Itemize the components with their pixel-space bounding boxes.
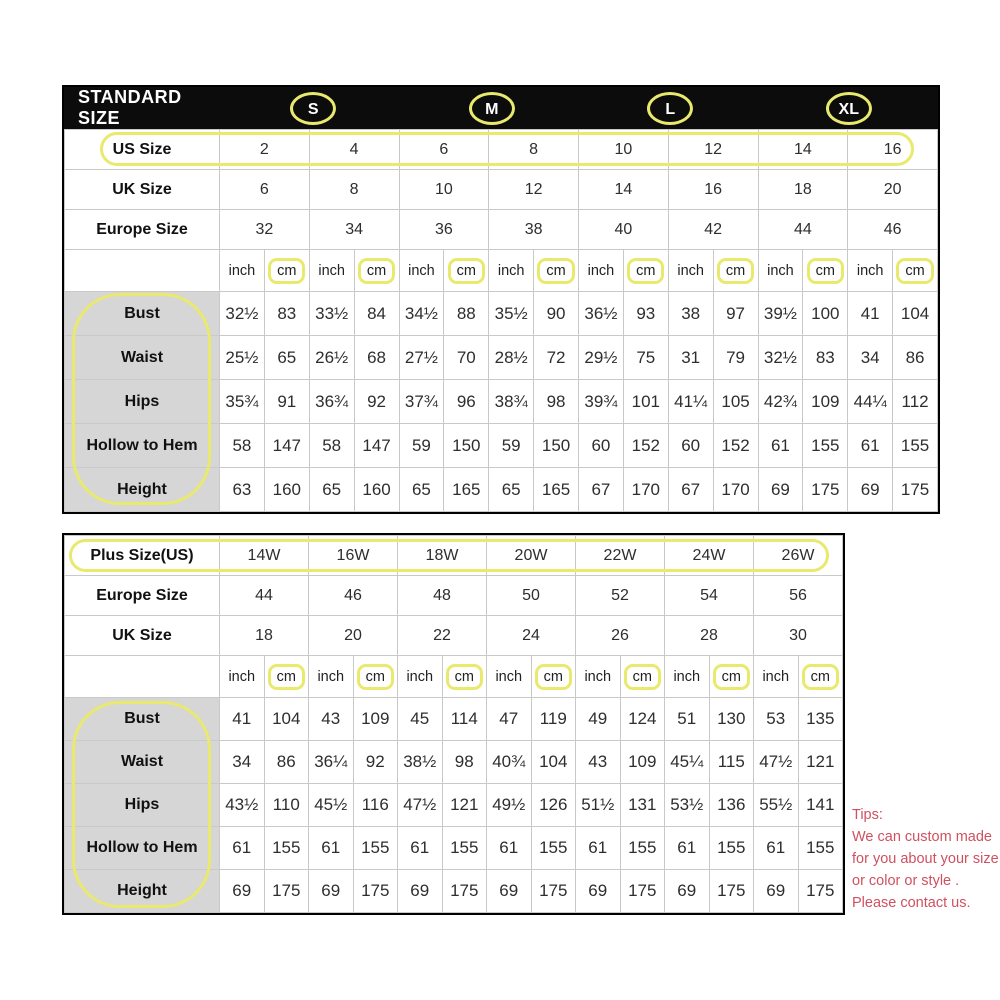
cm-value-cell: 152: [713, 424, 758, 468]
inch-label: inch: [579, 250, 624, 292]
size-value-cell: 2: [220, 130, 310, 170]
inch-value-cell: 39¾: [579, 380, 624, 424]
cm-value-cell: 165: [534, 468, 579, 512]
size-group-cell: [760, 92, 939, 125]
inch-value-cell: 49: [576, 698, 621, 741]
cm-value-cell: 109: [803, 380, 848, 424]
row-label: Europe Size: [65, 210, 220, 250]
cm-highlight-box: cm: [446, 664, 483, 690]
cm-value-cell: 114: [442, 698, 487, 741]
inch-label: inch: [220, 656, 265, 698]
cm-value-cell: 121: [798, 741, 843, 784]
inch-value-cell: 36¾: [309, 380, 354, 424]
inch-value-cell: 61: [309, 827, 354, 870]
size-value-cell: 20: [848, 170, 938, 210]
cm-value-cell: 155: [709, 827, 754, 870]
inch-value-cell: 58: [220, 424, 265, 468]
cm-label-cell: [620, 656, 665, 698]
size-value-cell: 30: [754, 616, 843, 656]
size-value-cell: 18: [220, 616, 309, 656]
cm-label-cell: [893, 250, 938, 292]
measure-label: Waist: [65, 741, 220, 784]
size-value-cell: 46: [848, 210, 938, 250]
cm-highlight-box: cm: [896, 258, 933, 284]
inch-label: inch: [668, 250, 713, 292]
inch-label: inch: [758, 250, 803, 292]
inch-value-cell: 55½: [754, 784, 799, 827]
cm-value-cell: 141: [798, 784, 843, 827]
cm-value-cell: 175: [798, 870, 843, 913]
cm-value-cell: 135: [798, 698, 843, 741]
cm-value-cell: 86: [893, 336, 938, 380]
row-label-empty: [65, 250, 220, 292]
measure-label: Bust: [65, 292, 220, 336]
measure-label: Bust: [65, 698, 220, 741]
cm-value-cell: 121: [442, 784, 487, 827]
tips-line: or color or style .: [852, 873, 960, 889]
size-value-cell: 14: [758, 130, 848, 170]
size-group-cell: [581, 92, 760, 125]
size-value-cell: 54: [665, 576, 754, 616]
cm-value-cell: 124: [620, 698, 665, 741]
inch-value-cell: 69: [487, 870, 532, 913]
measure-row: [65, 784, 843, 827]
cm-value-cell: 155: [893, 424, 938, 468]
size-value-cell: 14: [579, 170, 669, 210]
size-group-cell: [224, 92, 403, 125]
inch-value-cell: 65: [309, 468, 354, 512]
standard-size-table: [62, 85, 940, 514]
inch-value-cell: 51½: [576, 784, 621, 827]
cm-value-cell: 136: [709, 784, 754, 827]
size-value-cell: 16: [668, 170, 758, 210]
standard-size-grid: [64, 129, 938, 512]
inch-value-cell: 42¾: [758, 380, 803, 424]
cm-value-cell: 130: [709, 698, 754, 741]
cm-value-cell: 150: [534, 424, 579, 468]
cm-highlight-box: cm: [535, 664, 572, 690]
inch-value-cell: 69: [220, 870, 265, 913]
size-value-cell: 10: [579, 130, 669, 170]
inch-value-cell: 65: [489, 468, 534, 512]
inch-value-cell: 39½: [758, 292, 803, 336]
cm-value-cell: 170: [623, 468, 668, 512]
measure-label: Waist: [65, 336, 220, 380]
size-value-cell: 16: [848, 130, 938, 170]
cm-value-cell: 104: [531, 741, 576, 784]
cm-label-cell: [444, 250, 489, 292]
size-value-cell: 16W: [309, 536, 398, 576]
cm-value-cell: 98: [442, 741, 487, 784]
inch-value-cell: 31: [668, 336, 713, 380]
measure-row: [65, 336, 938, 380]
inch-value-cell: 43: [309, 698, 354, 741]
cm-highlight-box: cm: [448, 258, 485, 284]
cm-label-cell: [264, 656, 309, 698]
size-value-cell: 26W: [754, 536, 843, 576]
inch-label: inch: [848, 250, 893, 292]
inch-value-cell: 61: [576, 827, 621, 870]
cm-value-cell: 104: [893, 292, 938, 336]
cm-value-cell: 155: [798, 827, 843, 870]
size-value-cell: 8: [489, 130, 579, 170]
cm-value-cell: 155: [353, 827, 398, 870]
inch-value-cell: 47: [487, 698, 532, 741]
cm-value-cell: 112: [893, 380, 938, 424]
size-value-cell: 8: [309, 170, 399, 210]
inch-value-cell: 69: [665, 870, 710, 913]
inch-value-cell: 41: [220, 698, 265, 741]
cm-value-cell: 104: [264, 698, 309, 741]
cm-value-cell: 152: [623, 424, 668, 468]
cm-label-cell: [442, 656, 487, 698]
inch-value-cell: 53½: [665, 784, 710, 827]
cm-value-cell: 155: [442, 827, 487, 870]
inch-value-cell: 69: [309, 870, 354, 913]
inch-value-cell: 69: [848, 468, 893, 512]
tips-note: [852, 804, 1000, 914]
tips-line: for you about your size: [852, 851, 999, 867]
inch-label: inch: [665, 656, 710, 698]
measure-label: Hips: [65, 380, 220, 424]
size-value-cell: 52: [576, 576, 665, 616]
tips-title: Tips:: [852, 807, 883, 823]
cm-value-cell: 84: [354, 292, 399, 336]
size-row: [65, 616, 843, 656]
measure-label: Hollow to Hem: [65, 827, 220, 870]
inch-value-cell: 51: [665, 698, 710, 741]
inch-value-cell: 38: [668, 292, 713, 336]
inch-label: inch: [309, 656, 354, 698]
cm-value-cell: 160: [264, 468, 309, 512]
size-value-cell: 48: [398, 576, 487, 616]
size-value-cell: 46: [309, 576, 398, 616]
size-value-cell: 26: [576, 616, 665, 656]
cm-value-cell: 175: [803, 468, 848, 512]
measure-label: Hips: [65, 784, 220, 827]
cm-value-cell: 79: [713, 336, 758, 380]
cm-value-cell: 97: [713, 292, 758, 336]
cm-value-cell: 110: [264, 784, 309, 827]
cm-value-cell: 100: [803, 292, 848, 336]
cm-value-cell: 175: [353, 870, 398, 913]
cm-highlight-box: cm: [537, 258, 574, 284]
inch-label: inch: [309, 250, 354, 292]
inch-value-cell: 38¾: [489, 380, 534, 424]
size-group-ellipse: S: [290, 92, 336, 125]
cm-value-cell: 83: [264, 292, 309, 336]
size-value-cell: 44: [758, 210, 848, 250]
inch-value-cell: 59: [489, 424, 534, 468]
inch-label: inch: [399, 250, 444, 292]
inch-value-cell: 45½: [309, 784, 354, 827]
cm-value-cell: 119: [531, 698, 576, 741]
cm-value-cell: 175: [709, 870, 754, 913]
measure-label: Height: [65, 870, 220, 913]
size-value-cell: 24W: [665, 536, 754, 576]
measure-label: Height: [65, 468, 220, 512]
cm-value-cell: 86: [264, 741, 309, 784]
cm-value-cell: 72: [534, 336, 579, 380]
cm-value-cell: 131: [620, 784, 665, 827]
plus-size-grid: [64, 535, 843, 913]
cm-value-cell: 96: [444, 380, 489, 424]
cm-label-cell: [531, 656, 576, 698]
measure-row: [65, 698, 843, 741]
size-value-cell: 18: [758, 170, 848, 210]
cm-value-cell: 175: [442, 870, 487, 913]
tips-line: Please contact us.: [852, 895, 971, 911]
cm-highlight-box: cm: [358, 258, 395, 284]
cm-value-cell: 175: [264, 870, 309, 913]
size-value-cell: 56: [754, 576, 843, 616]
size-group-ellipse: XL: [826, 92, 872, 125]
size-row: [65, 170, 938, 210]
cm-label-cell: [353, 656, 398, 698]
inch-value-cell: 26½: [309, 336, 354, 380]
row-label: Europe Size: [65, 576, 220, 616]
inch-value-cell: 43: [576, 741, 621, 784]
cm-value-cell: 115: [709, 741, 754, 784]
inch-value-cell: 27½: [399, 336, 444, 380]
inch-value-cell: 33½: [309, 292, 354, 336]
inch-value-cell: 45: [398, 698, 443, 741]
size-value-cell: 14W: [220, 536, 309, 576]
inch-value-cell: 53: [754, 698, 799, 741]
inch-value-cell: 29½: [579, 336, 624, 380]
inch-value-cell: 34: [848, 336, 893, 380]
inch-value-cell: 60: [668, 424, 713, 468]
inch-value-cell: 69: [758, 468, 803, 512]
measure-label: Hollow to Hem: [65, 424, 220, 468]
size-row: [65, 210, 938, 250]
cm-value-cell: 70: [444, 336, 489, 380]
size-row: [65, 576, 843, 616]
cm-highlight-box: cm: [802, 664, 839, 690]
measure-row: [65, 827, 843, 870]
cm-value-cell: 90: [534, 292, 579, 336]
size-value-cell: 32: [220, 210, 310, 250]
inch-label: inch: [487, 656, 532, 698]
cm-value-cell: 109: [620, 741, 665, 784]
cm-label-cell: [803, 250, 848, 292]
inch-value-cell: 63: [220, 468, 265, 512]
inch-value-cell: 25½: [220, 336, 265, 380]
inch-value-cell: 35¾: [220, 380, 265, 424]
inch-value-cell: 34½: [399, 292, 444, 336]
inch-value-cell: 47½: [398, 784, 443, 827]
measure-row: [65, 870, 843, 913]
size-value-cell: 24: [487, 616, 576, 656]
cm-value-cell: 88: [444, 292, 489, 336]
size-value-cell: 36: [399, 210, 489, 250]
size-value-cell: 6: [399, 130, 489, 170]
cm-highlight-box: cm: [627, 258, 664, 284]
size-value-cell: 22W: [576, 536, 665, 576]
size-value-cell: 42: [668, 210, 758, 250]
cm-label-cell: [623, 250, 668, 292]
measure-row: [65, 292, 938, 336]
cm-value-cell: 101: [623, 380, 668, 424]
cm-value-cell: 105: [713, 380, 758, 424]
cm-value-cell: 98: [534, 380, 579, 424]
inch-label: inch: [576, 656, 621, 698]
size-value-cell: 22: [398, 616, 487, 656]
cm-value-cell: 155: [264, 827, 309, 870]
inch-value-cell: 36¼: [309, 741, 354, 784]
inch-value-cell: 32½: [220, 292, 265, 336]
inch-value-cell: 35½: [489, 292, 534, 336]
cm-label-cell: [534, 250, 579, 292]
cm-label-cell: [354, 250, 399, 292]
size-group-ellipse: L: [647, 92, 693, 125]
cm-highlight-box: cm: [713, 664, 750, 690]
cm-value-cell: 147: [354, 424, 399, 468]
measure-row: [65, 468, 938, 512]
cm-highlight-box: cm: [268, 258, 305, 284]
size-row: [65, 130, 938, 170]
row-label: UK Size: [65, 616, 220, 656]
cm-value-cell: 155: [531, 827, 576, 870]
inch-value-cell: 38½: [398, 741, 443, 784]
plus-size-table: [62, 533, 845, 915]
cm-value-cell: 126: [531, 784, 576, 827]
cm-label-cell: [798, 656, 843, 698]
inch-value-cell: 69: [398, 870, 443, 913]
cm-label-cell: [709, 656, 754, 698]
size-value-cell: 18W: [398, 536, 487, 576]
inch-label: inch: [220, 250, 265, 292]
cm-value-cell: 83: [803, 336, 848, 380]
inch-value-cell: 60: [579, 424, 624, 468]
inch-value-cell: 69: [576, 870, 621, 913]
cm-value-cell: 155: [620, 827, 665, 870]
cm-value-cell: 175: [893, 468, 938, 512]
size-value-cell: 50: [487, 576, 576, 616]
inch-label: inch: [489, 250, 534, 292]
inch-value-cell: 36½: [579, 292, 624, 336]
cm-value-cell: 92: [354, 380, 399, 424]
cm-highlight-box: cm: [717, 258, 754, 284]
inch-value-cell: 61: [220, 827, 265, 870]
inch-value-cell: 65: [399, 468, 444, 512]
inch-value-cell: 61: [754, 827, 799, 870]
cm-value-cell: 165: [444, 468, 489, 512]
inch-value-cell: 28½: [489, 336, 534, 380]
cm-value-cell: 75: [623, 336, 668, 380]
cm-value-cell: 175: [531, 870, 576, 913]
cm-value-cell: 147: [264, 424, 309, 468]
inch-value-cell: 32½: [758, 336, 803, 380]
size-value-cell: 12: [668, 130, 758, 170]
unit-row: [65, 250, 938, 292]
row-label: Plus Size(US): [65, 536, 220, 576]
inch-value-cell: 69: [754, 870, 799, 913]
cm-value-cell: 175: [620, 870, 665, 913]
inch-value-cell: 67: [668, 468, 713, 512]
row-label-empty: [65, 656, 220, 698]
cm-value-cell: 65: [264, 336, 309, 380]
cm-value-cell: 170: [713, 468, 758, 512]
size-value-cell: 38: [489, 210, 579, 250]
inch-value-cell: 49½: [487, 784, 532, 827]
inch-value-cell: 41¼: [668, 380, 713, 424]
cm-highlight-box: cm: [268, 664, 305, 690]
measure-row: [65, 741, 843, 784]
cm-value-cell: 93: [623, 292, 668, 336]
size-value-cell: 20W: [487, 536, 576, 576]
tips-line: We can custom made: [852, 829, 992, 845]
inch-value-cell: 59: [399, 424, 444, 468]
size-row: [65, 536, 843, 576]
inch-value-cell: 61: [398, 827, 443, 870]
cm-value-cell: 91: [264, 380, 309, 424]
cm-label-cell: [264, 250, 309, 292]
inch-value-cell: 61: [665, 827, 710, 870]
inch-value-cell: 37¾: [399, 380, 444, 424]
cm-value-cell: 155: [803, 424, 848, 468]
cm-label-cell: [713, 250, 758, 292]
size-value-cell: 34: [309, 210, 399, 250]
row-label: UK Size: [65, 170, 220, 210]
size-value-cell: 20: [309, 616, 398, 656]
inch-value-cell: 43½: [220, 784, 265, 827]
standard-size-title: STANDARD SIZE: [78, 87, 182, 128]
inch-label: inch: [398, 656, 443, 698]
inch-label: inch: [754, 656, 799, 698]
inch-value-cell: 61: [848, 424, 893, 468]
row-label: US Size: [65, 130, 220, 170]
size-value-cell: 40: [579, 210, 669, 250]
inch-value-cell: 41: [848, 292, 893, 336]
cm-value-cell: 109: [353, 698, 398, 741]
size-value-cell: 28: [665, 616, 754, 656]
cm-highlight-box: cm: [357, 664, 394, 690]
unit-row: [65, 656, 843, 698]
standard-size-header: [64, 87, 938, 129]
size-value-cell: 44: [220, 576, 309, 616]
measure-row: [65, 380, 938, 424]
cm-highlight-box: cm: [624, 664, 661, 690]
inch-value-cell: 61: [487, 827, 532, 870]
inch-value-cell: 67: [579, 468, 624, 512]
inch-value-cell: 58: [309, 424, 354, 468]
inch-value-cell: 45¼: [665, 741, 710, 784]
size-value-cell: 12: [489, 170, 579, 210]
cm-value-cell: 160: [354, 468, 399, 512]
inch-value-cell: 47½: [754, 741, 799, 784]
inch-value-cell: 34: [220, 741, 265, 784]
inch-value-cell: 44¼: [848, 380, 893, 424]
inch-value-cell: 40¾: [487, 741, 532, 784]
measure-row: [65, 424, 938, 468]
size-group-ellipse: M: [469, 92, 515, 125]
cm-highlight-box: cm: [807, 258, 844, 284]
size-value-cell: 4: [309, 130, 399, 170]
cm-value-cell: 68: [354, 336, 399, 380]
inch-value-cell: 61: [758, 424, 803, 468]
size-group-cell: [403, 92, 582, 125]
size-value-cell: 6: [220, 170, 310, 210]
cm-value-cell: 116: [353, 784, 398, 827]
cm-value-cell: 150: [444, 424, 489, 468]
size-value-cell: 10: [399, 170, 489, 210]
cm-value-cell: 92: [353, 741, 398, 784]
